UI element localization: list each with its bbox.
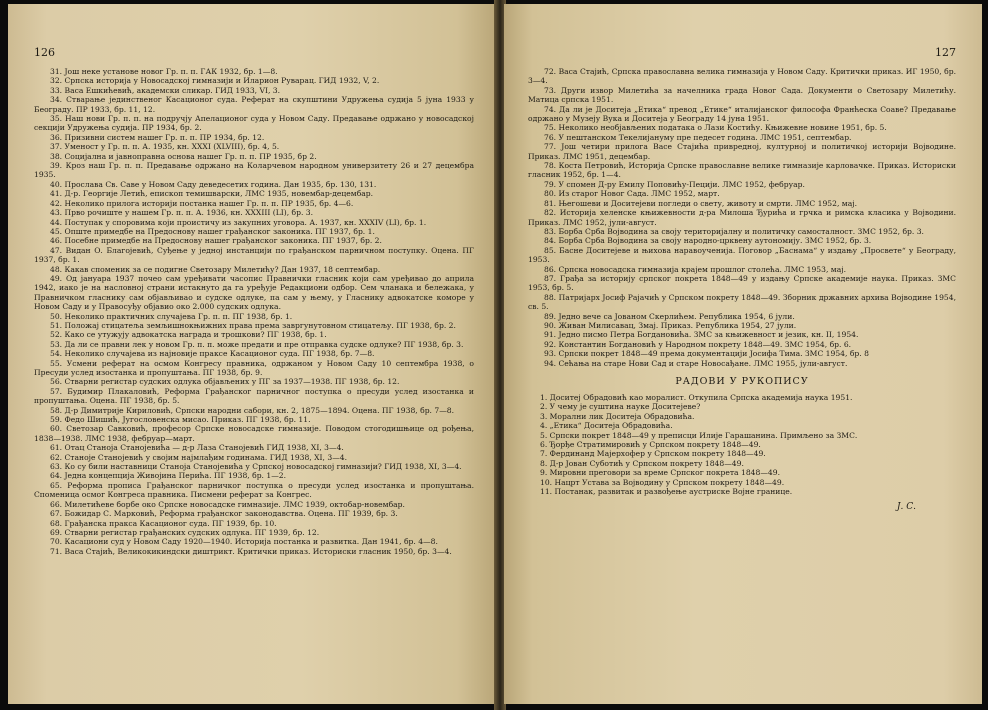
manuscripts-list bbox=[528, 393, 956, 496]
bibliography-entry: 47. Видан О. Благојевић, Суђење у једној инстанцији по грађанском парничном поступку. Оцена. ПГ 1937, бр. 1. bbox=[34, 245, 474, 265]
bibliography-entry: 89. Једно вече са Јованом Скерлићем. Република 1954, 6 јули. bbox=[544, 311, 795, 321]
bibliography-entry: 91. Једно писмо Петра Богдановића. ЗМС за књижевност и језик, кн. II, 1954. bbox=[544, 330, 859, 340]
bibliography-entry: 41. Д-р. Георгије Летић, епископ темишварски, ЛМС 1935, новембар-децембар. bbox=[50, 189, 374, 199]
bibliography-entry: 31. Још неке установе новог Гр. п. п. ГАК 1932, бр. 1—8. bbox=[50, 67, 278, 76]
bibliography-entry: 1. Доситеј Обрадовић као моралист. Откупила Српска академија наука 1951. bbox=[540, 393, 853, 402]
bibliography-entry: 60. Светозар Савковић, професор Српске новосадске гимназије. Поводом стогодишњице од рођења, 1838—1938. ЛМС 1938, фебруар—март. bbox=[34, 424, 474, 443]
bibliography-entry: 82. Историја хеленске књижевности д-ра Милоша Ђурића и грчка и римска класика у Војводини. Приказ. ЛМС 1952, јули-август. bbox=[528, 208, 956, 227]
right-page bbox=[504, 4, 982, 704]
bibliography-entry: 11. Постанак, развитак и развођење аустриске Војне границе. bbox=[540, 487, 793, 497]
bibliography-list bbox=[528, 67, 956, 368]
bibliography-entry: 86. Српска новосадска гимназија крајем прошлог столећа. ЛМС 1953, мај. bbox=[544, 264, 846, 274]
bibliography-entry: 34. Стварање јединственог Касационог суда. Реферат на скупштини Удружења судија 5 јуна 1933 у Београду. ПР 1933, бр. 11, 12. bbox=[34, 95, 474, 114]
bibliography-entry: 46. Посебне примедбе на Предоснову нашег грађанског законика. ПГ 1937, бр. 2. bbox=[50, 236, 382, 246]
bibliography-entry: 62. Станоје Станојевић у својим најмлађим годинама. ГИД 1938, XI, 3—4. bbox=[50, 452, 348, 462]
bibliography-entry: 33. Васа Ешкићевић, академски сликар. ГИД 1933, VI, 3. bbox=[50, 85, 281, 95]
bibliography-list bbox=[34, 67, 474, 556]
bibliography-entry: 72. Васа Стајић, Српска православна велика гимназија у Новом Саду. Критички приказ. ИГ 1950, бр. 3—4. bbox=[528, 67, 956, 86]
bibliography-entry: 81. Његошеви и Доситејеви погледи о свету, животу и смрти. ЛМС 1952, мај. bbox=[544, 198, 857, 208]
bibliography-entry: 90. Живан Милисавац, Змај. Приказ. Република 1954, 27 јули. bbox=[544, 320, 797, 330]
bibliography-entry: 83. Борба Срба Војводина за своју територијалну и политичку самосталност. ЗМС 1952, бр. 3. bbox=[544, 226, 924, 236]
bibliography-entry: 4. „Етика“ Доситеја Обрадовића. bbox=[540, 421, 673, 431]
bibliography-entry: 51. Положај стицатеља земљишнокњижних права према завргунутовном стицатељу. ПГ 1938, бр. 2. bbox=[50, 320, 456, 330]
bibliography-entry: 3. Морални лик Доситеја Обрадовића. bbox=[540, 411, 695, 421]
bibliography-entry: 48. Какав споменик за се подигне Светозару Милетићу? Дан 1937, 18 септембар. bbox=[50, 264, 381, 274]
bibliography-entry: 56. Стварни регистар судских одлука објављених у ПГ за 1937—1938. ПГ 1938, бр. 12. bbox=[50, 377, 400, 387]
bibliography-entry: 44. Поступак у споровима који проистичу из закупних уговора. А. 1937, кн. XXXIV (LI), бр. 1. bbox=[50, 217, 427, 227]
bibliography-entry: 57. Будимир Плакаловић, Реформа Грађанског парничног поступка о пресуди услед изостанка и пропуштања. Оцена. ПГ 1938, бр. 5. bbox=[34, 386, 474, 406]
bibliography-entry: 77. Још четири прилога Васе Стајића привредној, културној и политичкој историји Војводине. Приказ. ЛМС 1951, децембар. bbox=[528, 142, 956, 161]
bibliography-entry: 64. Једна концепција Живојина Перића. ПГ 1938, бр. 1—2. bbox=[50, 471, 287, 481]
bibliography-entry: 71. Васа Стајић, Великокикиндски диштрикт. Критички приказ. Историски гласник 1950, бр. 3—4. bbox=[50, 546, 452, 556]
bibliography-entry: 52. Како се утужују адвокатска награда и трошкови? ПГ 1938, бр. 1. bbox=[50, 330, 327, 340]
bibliography-entry: 74. Да ли је Доситеја „Етика“ превод „Етике“ италијанског философа Франћеска Соаве? Предавање одржано у Музеју Вука и Доситеја у Београду 14 јуна 1951. bbox=[528, 104, 956, 124]
bibliography-entry: 63. Ко су били наставници Станоја Станојевића у Српској новосадској гимназији? ГИД 1938, XI, 3—4. bbox=[50, 462, 462, 472]
bibliography-entry: 78. Коста Петровић, Историја Српске православне велике гимназије карловачке. Приказ. Историски гласник 1952, бр. 1—4. bbox=[528, 161, 956, 180]
bibliography-entry: 69. Стварни регистар грађанских судских одлука. ПГ 1939, бр. 12. bbox=[50, 527, 320, 537]
bibliography-entry: 35. Наш нови Гр. п. п. на подручју Апелационог суда у Новом Саду. Предавање одржано у новосадској секцији Удружења судија. ПР 1934, бр. 2. bbox=[34, 114, 474, 133]
bibliography-entry: 39. Кроз наш Гр. п. п. Предавање одржано на Коларчевом народном универзитету 26 и 27 децембра 1935. bbox=[34, 161, 474, 180]
bibliography-entry: 36. Призивни систем нашег Гр. п. п. ПР 1934, бр. 12. bbox=[50, 132, 265, 142]
bibliography-entry: 70. Касациони суд у Новом Саду 1920—1940. Историја постанка и развитка. Дан 1941, бр. 4—8. bbox=[50, 537, 438, 547]
section-title: РАДОВИ У РУКОПИСУ bbox=[675, 376, 809, 387]
bibliography-entry: 49. Од јануара 1937 почео сам уређивати часопис Правнички гласник који сам уређивао до априла 1942, иако је на насловној страни истакнуто да га уређује Редакциони одбор. Сем чланака и бележака, у Правничком гласнику сам објављивао и судске одлуке, па сам у њему, у Гласнику адвокатске коморе у Новом Саду и у Правосуђу објавио око 2.000 судских одлука. bbox=[34, 273, 474, 312]
page-number: 127 bbox=[935, 46, 956, 59]
bibliography-entry: 59. Федо Шишић, Југословенска мисао. Приказ. ПГ 1938, бр. 11. bbox=[50, 415, 311, 425]
left-page bbox=[8, 4, 496, 704]
bibliography-entry: 66. Милетићеве борбе око Српске новосадске гимназије. ЛМС 1939, октобар-новембар. bbox=[50, 499, 405, 509]
bibliography-entry: 45. Опште примедбе на Предоснову нашег грађанског законика. ПГ 1937, бр. 1. bbox=[50, 226, 375, 236]
bibliography-entry: 85. Басне Доситејеве и њихова наравоученија. Поговор „Баснама“ у издању „Просвете“ у Београду, 1953. bbox=[528, 245, 956, 265]
bibliography-entry: 40. Прослава Св. Саве у Новом Саду деведесетих година. Дан 1935, бр. 130, 131. bbox=[50, 179, 377, 189]
bibliography-entry: 2. У чему је суштина науке Доситејеве? bbox=[540, 402, 701, 412]
bibliography-entry: 37. Уменост у Гр. п. п. А. 1935, кн. XXXI (XLVIII), бр. 4, 5. bbox=[50, 142, 280, 152]
bibliography-entry: 10. Нацрт Устава за Војводину у Српском покрету 1848—49. bbox=[540, 477, 785, 487]
bibliography-entry: 79. У спомен Д-ру Емилу Поповићу-Пецији. ЛМС 1952, фебруар. bbox=[544, 179, 805, 189]
bibliography-entry: 54. Неколико случајева из најновије праксе Касационог суда. ПГ 1938, бр. 7—8. bbox=[50, 349, 375, 359]
bibliography-entry: 9. Мировни преговори за време Српског покрета 1848—49. bbox=[540, 468, 780, 478]
bibliography-entry: 32. Српска историја у Новосадској гимназији и Иларион Руварац. ГИД 1932, V, 2. bbox=[50, 76, 380, 86]
bibliography-entry: 75. Неколико необјављених података о Лази Костићу. Књижевне новине 1951, бр. 5. bbox=[544, 123, 887, 133]
bibliography-entry: 88. Патријарх Јосиф Рајачић у Српском покрету 1848—49. Зборник државних архива Војводине 1954, св. 5. bbox=[528, 292, 956, 312]
bibliography-entry: 67. Божидар С. Марковић, Реформа грађанског законодавства. Оцена. ПГ 1939, бр. 3. bbox=[50, 509, 398, 519]
bibliography-entry: 65. Реформа прописа Грађанског парничког поступка о пресуди услед изостанка и пропуштања. Споменица осмог Конгреса правника. Писмени реферат за Конгрес. bbox=[34, 480, 474, 500]
page-number: 126 bbox=[34, 46, 55, 59]
bibliography-entry: 84. Борба Срба Војводина за своју народно-црквену аутономију. ЗМС 1952, бр. 3. bbox=[544, 236, 872, 246]
bibliography-entry: 42. Неколико прилога историји постанка нашег Гр. п. п. ПР 1935, бр. 4—6. bbox=[50, 198, 354, 208]
bibliography-entry: 53. Да ли се правни лек у новом Гр. п. п. може предати и пре отправка судске одлуке? ПГ 1938, бр. 3. bbox=[50, 339, 464, 349]
bibliography-entry: 76. У пештанском Текелијануму пре педесет година. ЛМС 1951, септембар. bbox=[544, 132, 852, 142]
bibliography-entry: 7. Фердинанд Мајерхофер у Српском покрету 1848—49. bbox=[540, 449, 766, 459]
bibliography-entry: 73. Други извор Милетића за начелника града Новог Сада. Документи о Светозару Милетићу. Матица српска 1951. bbox=[528, 85, 956, 105]
bibliography-entry: 55. Усмени реферат на осмом Конгресу правника, одржаном у Новом Саду 10 септембра 1938, о Пресуди услед изостанка и пропуштања. ПГ 1938, бр. 9. bbox=[34, 358, 474, 377]
bibliography-entry: 50. Неколико практичних случајева Гр. п. п. ПГ 1938, бр. 1. bbox=[50, 311, 293, 321]
bibliography-entry: 68. Грађанска пракса Касационог суда. ПГ 1939, бр. 10. bbox=[50, 518, 277, 528]
bibliography-entry: 6. Ђорђе Стратимировић у Српском покрету 1848—49. bbox=[540, 440, 761, 450]
bibliography-entry: 80. Из старог Новог Сада. ЛМС 1952, март. bbox=[544, 189, 720, 199]
bibliography-entry: 87. Грађа за историју српског покрета 1848—49 у издању Српске академије наука. Приказ. ЗМС 1953, бр. 5. bbox=[528, 273, 956, 293]
bibliography-entry: 61. Отац Станоја Станојевића — д-р Лаза Станојевић ГИД 1938, XI, 3—4. bbox=[50, 443, 344, 453]
bibliography-entry: 58. Д-р Димитрије Кириловић, Српски народни сабори, кн. 2, 1875—1894. Оцена. ПГ 1938, бр. 7—8. bbox=[50, 405, 455, 415]
bibliography-entry: 93. Српски покрет 1848—49 према документацији Јосифа Тима. ЗМС 1954, бр. 8 bbox=[544, 349, 869, 359]
bibliography-entry: 43. Прво рочиште у нашем Гр. п. п. А. 1936, кн. XXXIII (LI), бр. 3. bbox=[50, 208, 314, 218]
signature-initials: Ј. С. bbox=[896, 502, 916, 513]
bibliography-entry: 8. Д-р Јован Суботић у Српском покрету 1848—49. bbox=[540, 458, 744, 468]
bibliography-entry: 94. Сећања на старе Нови Сад и старе Новосађане. ЛМС 1955, јули-август. bbox=[544, 358, 848, 368]
bibliography-entry: 92. Константин Богдановић у Народном покрету 1848—49. ЗМС 1954, бр. 6. bbox=[544, 339, 852, 349]
bibliography-entry: 38. Социјална и јавноправна основа нашег Гр. п. п. ПР 1935, бр 2. bbox=[50, 151, 317, 161]
bibliography-entry: 5. Српски покрет 1848—49 у преписци Илије Гарашанина. Примљено за ЗМС. bbox=[540, 430, 858, 440]
